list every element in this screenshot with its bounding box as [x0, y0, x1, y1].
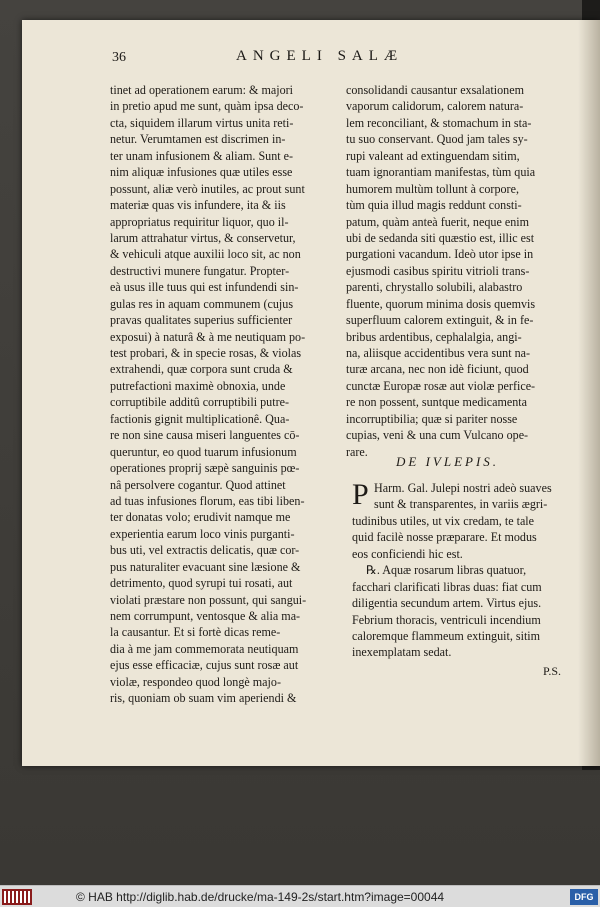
left-line: detrimento, quod syrupi tui rosati, aut [110, 576, 293, 591]
right-line: parenti, chrystallo solubili, alabastro [346, 280, 523, 295]
section-line: Harm. Gal. Julepi nostri adeò suaves [374, 481, 552, 495]
left-line: extrahendi, quæ corpora sunt cruda & [110, 362, 293, 377]
left-line: possunt, aliæ verò inutiles, ac prout sunt [110, 181, 305, 196]
section-line: facchari clarificati libras duas: fiat cum [352, 579, 542, 594]
section-line: eos conficiendi hic est. [352, 546, 463, 561]
left-line: pus naturaliter evacuant sine læsione & [110, 559, 301, 574]
left-text-column [110, 82, 348, 707]
left-line: eà usus ille tuus qui est infundendi sin- [110, 280, 299, 295]
right-line: bribus ardentibus, cephalalgia, angi- [346, 329, 522, 344]
right-line: vaporum calidorum, calorem natura- [346, 99, 524, 114]
right-line: turæ arcana, nec non idè ficiunt, quod [346, 362, 529, 377]
left-line: destructivi munere fungatur. Propter- [110, 263, 290, 278]
left-line: ter donatas volo; erudivit namque me [110, 510, 291, 525]
left-line: & vehiculi atque auxilii loco sit, ac non [110, 247, 301, 262]
right-line: tùm quia illud magis reddunt consti- [346, 198, 522, 213]
left-line: bus uti, vel extractis delicatis, quæ cor- [110, 543, 300, 558]
left-line: ejus esse efficaciæ, cujus sunt rosæ aut [110, 658, 299, 673]
left-line: larum attrahatur virtus, & conservetur, [110, 230, 296, 245]
left-line: pravas qualitates superius sufficienter [110, 313, 293, 328]
section-line: inexemplatam sedat. [352, 645, 452, 660]
section-line: caloremque flammeum extinguit, sitim [352, 628, 541, 643]
left-line: appropriatus requiritur liquor, quo il- [110, 214, 289, 229]
left-line: factionis gignit multiplicationê. Qua- [110, 411, 290, 426]
julep-section-text [352, 480, 572, 661]
left-line: nem corrumpunt, ventosque & alia ma- [110, 609, 301, 623]
left-line: nâ persolvere cogantur. Quod attinet [110, 477, 286, 492]
left-line: ter unam infusionem & aliam. Sunt e- [110, 148, 294, 163]
right-line: purgationi vacandum. Ideò utor ipse in [346, 247, 534, 262]
dfg-logo-icon: DFG [570, 889, 598, 905]
left-line: corruptibile additû corruptibili putre- [110, 395, 290, 410]
right-line: lem reconciliant, & stomachum in sta- [346, 115, 532, 130]
page-number: 36 [112, 50, 126, 65]
copyright-link[interactable]: © HAB http://diglib.hab.de/drucke/ma-149-2s/start.htm?image=00044 [76, 890, 445, 904]
right-line: cunctæ Europæ rosæ aut violæ perfice- [346, 378, 536, 393]
left-line: experientia earum loco vinis purganti- [110, 526, 295, 541]
right-line: patum, quàm anteà fuerit, neque enim [346, 214, 530, 229]
running-head: ANGELI SALÆ [236, 48, 404, 64]
right-line: tuam ignorantiam manifestas, tùm quia [346, 165, 536, 180]
right-line: ejusmodi casibus spiritu vitrioli trans- [346, 263, 530, 278]
right-line: cupias, veni & una cum Vulcano ope- [346, 428, 529, 443]
left-line: la causantur. Et si fortè dicas reme- [110, 625, 281, 640]
right-text-column [346, 82, 572, 460]
left-line: cta, siquidem illarum virtus unita reti- [110, 115, 294, 130]
left-line: queruntur, eo quod tuarum infusionum [110, 444, 297, 459]
right-line: consolidandi causantur exsalationem [346, 83, 524, 97]
left-line: materiæ quas vis infundere, ita & iis [110, 198, 286, 213]
viewer-footer [0, 885, 600, 907]
left-line: ad tuas infusiones florum, eas tibi liben- [110, 493, 305, 508]
page-header [88, 48, 568, 70]
hab-logo-icon [2, 889, 32, 905]
right-line: humorem multùm tollunt à corpore, [346, 181, 519, 196]
section-line: sunt & transparentes, in variis ægri- [374, 497, 548, 512]
left-line: ris, quoniam ob suam vim aperiendi & [110, 691, 297, 706]
left-line: putrefactioni maximè obnoxia, unde [110, 378, 286, 393]
left-line: violati præstare non possunt, qui sangui- [110, 592, 307, 607]
drop-cap: P [352, 478, 369, 511]
left-line: nim aliquæ infusiones quæ utiles esse [110, 165, 293, 180]
right-line: tu suo conservant. Quod jam tales sy- [346, 132, 528, 147]
right-line: ubi de sedanda siti quæstio est, illic est [346, 230, 535, 245]
right-line: rare. [346, 444, 368, 459]
section-line: ℞. Aquæ rosarum libras quatuor, [366, 563, 527, 578]
left-line: dia à me jam commemorata neutiquam [110, 641, 299, 656]
right-line: rupi valeant ad extinguendam sitim, [346, 148, 520, 163]
section-line: diligentia secundum artem. Virtus ejus. [352, 596, 542, 611]
left-line: test probari, & in specie rosas, & violas [110, 346, 302, 360]
section-line: Febrium thoracis, ventriculi incendium [352, 612, 541, 627]
left-line: netur. Verumtamen est discrimen in- [110, 132, 286, 147]
right-line: superfluum calorem extinguit, & in fe- [346, 313, 534, 328]
left-line: operationes proprij sæpè sanguinis pœ- [110, 461, 300, 476]
left-line: gulas res in aquam communem (cujus [110, 296, 294, 311]
section-line: quid facilè nosse præparare. Et modus [352, 530, 537, 545]
section-line: tudinibus utiles, ut vix credam, te tale [352, 513, 535, 528]
right-line: re non possent, suntque medicamenta [346, 395, 528, 410]
section-title: DE IVLEPIS. [396, 454, 500, 469]
left-line: tinet ad operationem earum: & majori [110, 83, 294, 97]
left-line: in pretio apud me sunt, quàm ipsa deco- [110, 99, 304, 114]
catchword: P.S. [543, 664, 562, 678]
right-line: incorruptibilia; quæ si pariter nosse [346, 411, 518, 426]
left-line: violæ, respondeo quod longè majo- [110, 674, 281, 689]
left-line: exposui) à naturâ & à me neutiquam po- [110, 329, 306, 344]
right-line: na, aliisque accidentibus vera sunt na- [346, 346, 531, 360]
left-line: re non sine causa miseri languentes cō- [110, 428, 300, 443]
right-line: fluente, quorum minima dosis quemvis [346, 296, 536, 311]
